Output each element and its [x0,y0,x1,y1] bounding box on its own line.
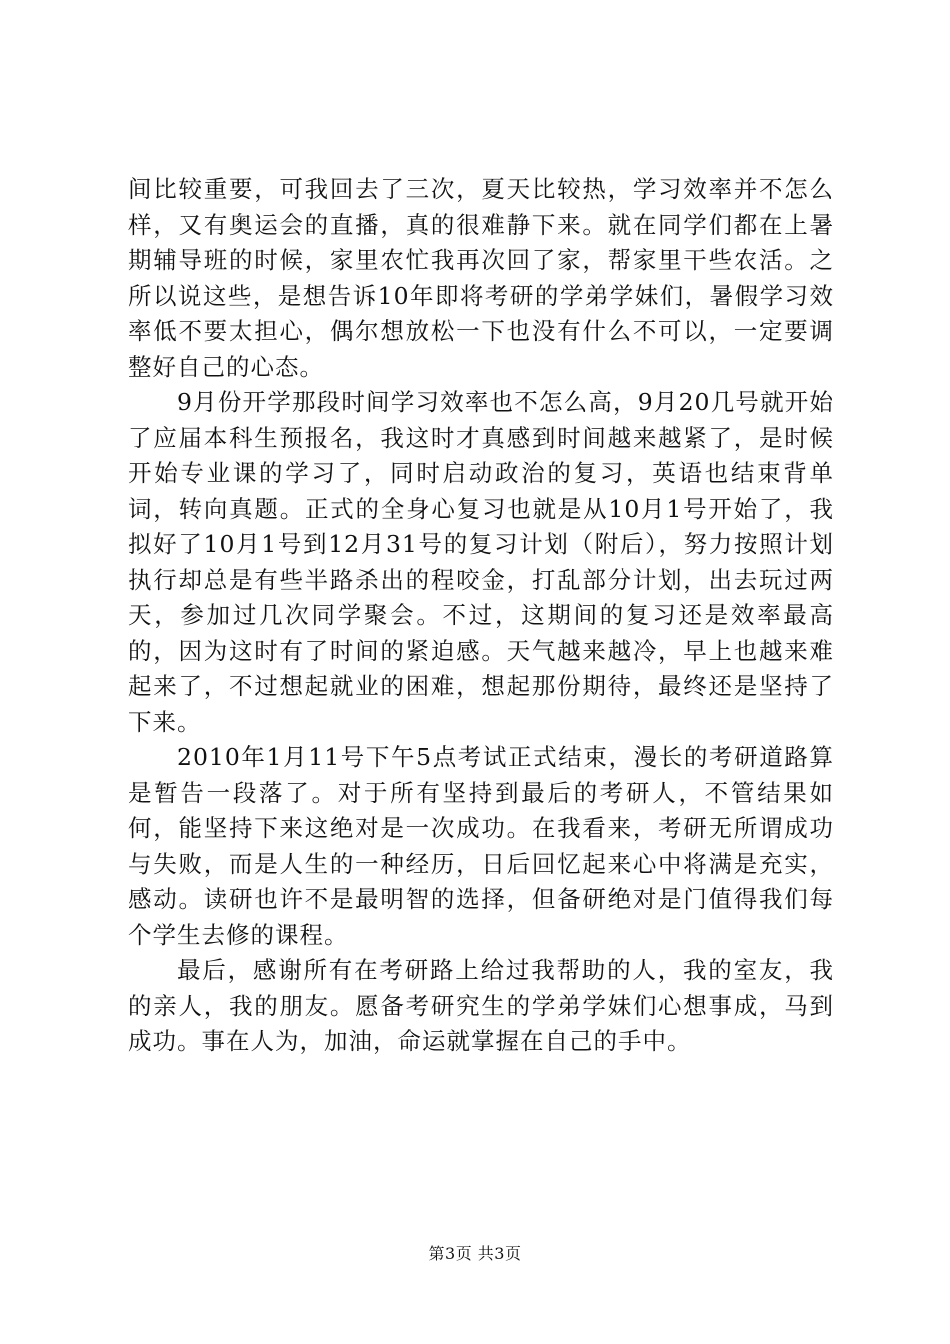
document-body [128,172,834,1060]
paragraph-3: 2010年1月11号下午5点考试正式结束，漫长的考研道路算是暂告一段落了。对于所有坚持到最后的考研人，不管结果如何，能坚持下来这绝对是一次成功。在我看来，考研无所谓成功与失败，而是人生的一种经历，日后回忆起来心中将满是充实，感动。读研也许不是最明智的选择，但备研绝对是门值得我们每个学生去修的课程。 [128,743,834,949]
page-footer: 第3页 共3页 [428,1244,522,1263]
paragraph-1: 间比较重要，可我回去了三次，夏天比较热，学习效率并不怎么样，又有奥运会的直播，真的很难静下来。就在同学们都在上暑期辅导班的时候，家里农忙我再次回了家，帮家里干些农活。之所以说这些，是想告诉10年即将考研的学弟学妹们，暑假学习效率低不要太担心，偶尔想放松一下也没有什么不可以，一定要调整好自己的心态。 [128,175,834,381]
paragraph-4: 最后，感谢所有在考研路上给过我帮助的人，我的室友，我的亲人，我的朋友。愿备考研究生的学弟学妹们心想事成，马到成功。事在人为，加油，命运就掌握在自己的手中。 [128,956,834,1055]
paragraph-2: 9月份开学那段时间学习效率也不怎么高，9月20几号就开始了应届本科生预报名，我这时才真感到时间越来越紧了，是时候开始专业课的学习了，同时启动政治的复习，英语也结束背单词，转向真题。正式的全身心复习也就是从10月1号开始了，我拟好了10月1号到12月31号的复习计划（附后），努力按照计划执行却总是有些半路杀出的程咬金，打乱部分计划，出去玩过两天，参加过几次同学聚会。不过，这期间的复习还是效率最高的，因为这时有了时间的紧迫感。天气越来越冷，早上也越来难起来了，不过想起就业的困难，想起那份期待，最终还是坚持了下来。 [128,388,834,736]
